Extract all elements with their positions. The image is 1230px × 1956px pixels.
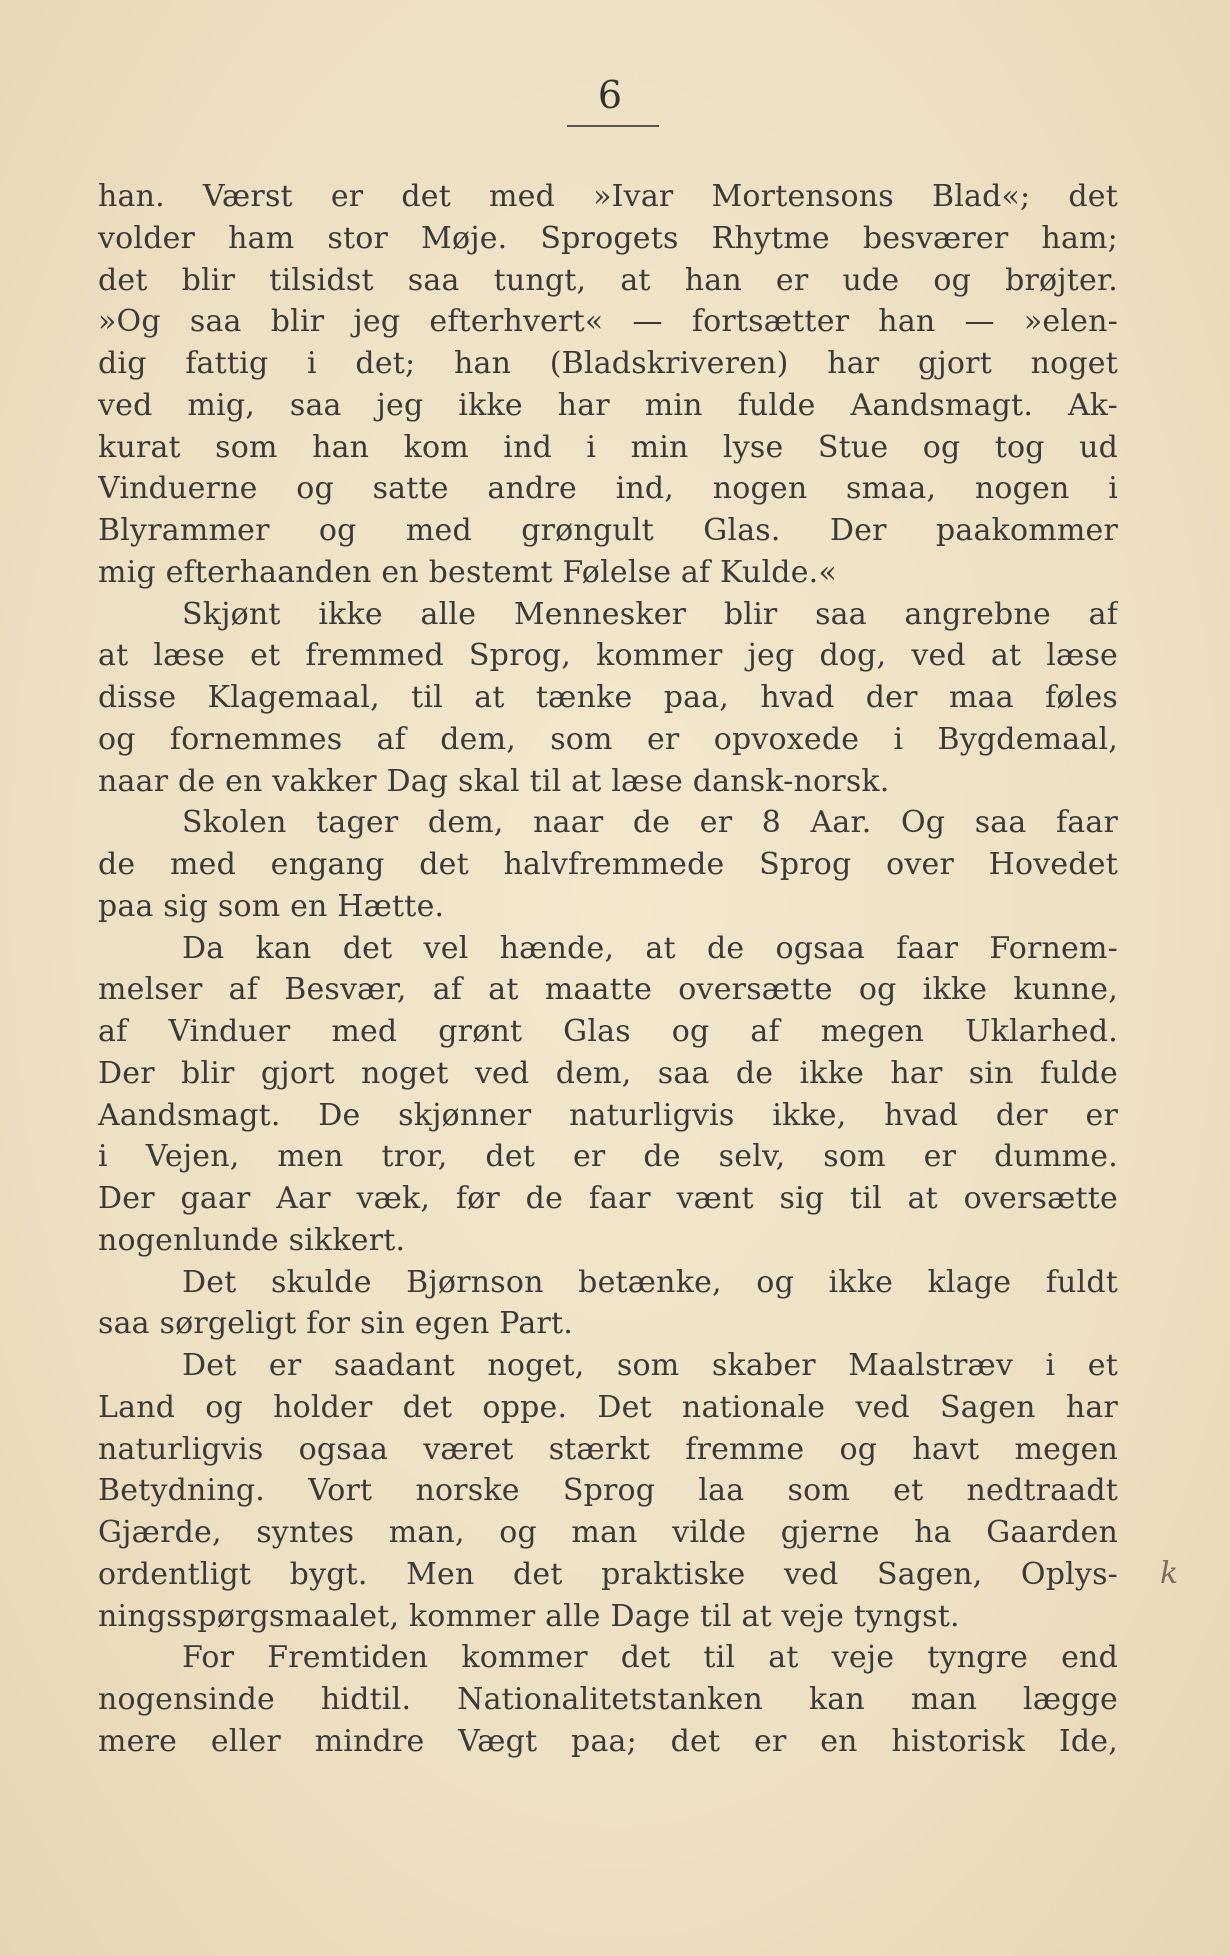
text-line: »Og saa blir jeg efterhvert« — fortsætter han — »elen- <box>98 304 1118 340</box>
text-line: paa sig som en Hætte. <box>98 888 445 924</box>
text-line: Betydning. Vort norske Sprog laa som et nedtraadt <box>98 1473 1118 1509</box>
text-line: saa sørgeligt for sin egen Part. <box>98 1306 573 1342</box>
text-line: volder ham stor Møje. Sprogets Rhytme besværer ham; <box>98 220 1118 256</box>
text-line: Gjærde, syntes man, og man vilde gjerne ha Gaarden <box>98 1515 1118 1550</box>
text-line: Vinduerne og satte andre ind, nogen smaa, nogen i <box>98 471 1118 507</box>
margin-note: k <box>1160 1556 1179 1591</box>
text-line: naturligvis ogsaa været stærkt fremme og havt megen <box>98 1431 1118 1467</box>
text-line: Skolen tager dem, naar de er 8 Aar. Og saa faar <box>182 805 1118 841</box>
text-line: at læse et fremmed Sprog, kommer jeg dog, ved at læse <box>98 638 1118 674</box>
text-line: Det skulde Bjørnson betænke, og ikke klage fuldt <box>182 1264 1118 1300</box>
text-line: det blir tilsidst saa tungt, at han er ude og brøjter. <box>98 262 1118 298</box>
text-line: mere eller mindre Vægt paa; det er en historisk Ide, <box>98 1723 1118 1759</box>
text-line: ordentligt bygt. Men det praktiske ved Sagen, Oplys- <box>98 1556 1118 1592</box>
text-line: Blyrammer og med grøngult Glas. Der paakommer <box>98 513 1118 548</box>
text-line: ved mig, saa jeg ikke har min fulde Aandsmagt. Ak- <box>98 387 1118 423</box>
text-line: mig efterhaanden en bestemt Følelse af Kulde.« <box>98 554 837 590</box>
text-line: han. Værst er det med »Ivar Mortensons Blad«; det <box>98 179 1118 214</box>
text-line: ningsspørgsmaalet, kommer alle Dage til at veje tyngst. <box>98 1598 960 1634</box>
text-line: nogenlunde sikkert. <box>98 1222 406 1258</box>
text-line: For Fremtiden kommer det til at veje tyngre end <box>182 1640 1118 1676</box>
text-line: i Vejen, men tror, det er de selv, som er dumme. <box>98 1139 1118 1175</box>
page-number: 6 <box>597 73 623 117</box>
text-line: disse Klagemaal, til at tænke paa, hvad der maa føles <box>98 680 1118 715</box>
text-line: Det er saadant noget, som skaber Maalstræv i et <box>182 1348 1118 1383</box>
text-line: Skjønt ikke alle Mennesker blir saa angrebne af <box>182 596 1118 632</box>
text-line: kurat som han kom ind i min lyse Stue og tog ud <box>98 429 1118 465</box>
text-line: Aandsmagt. De skjønner naturligvis ikke, hvad der er <box>98 1097 1118 1133</box>
text-line: Der gaar Aar væk, før de faar vænt sig til at oversætte <box>98 1181 1118 1216</box>
page-number-container <box>560 72 660 118</box>
text-line: melser af Besvær, af at maatte oversætte og ikke kunne, <box>98 972 1118 1008</box>
text-line: Da kan det vel hænde, at de ogsaa faar Fornem- <box>182 930 1118 966</box>
text-line: Land og holder det oppe. Det nationale ved Sagen har <box>98 1389 1118 1425</box>
text-line: dig fattig i det; han (Bladskriveren) har gjort noget <box>98 346 1118 381</box>
text-line: de med engang det halvfremmede Sprog over Hovedet <box>98 847 1118 882</box>
text-line: Der blir gjort noget ved dem, saa de ikke har sin fulde <box>98 1055 1118 1091</box>
page-number-rule <box>567 125 659 127</box>
text-line: nogensinde hidtil. Nationalitetstanken kan man lægge <box>98 1682 1118 1717</box>
body-text <box>98 176 1118 1763</box>
text-line: af Vinduer med grønt Glas og af megen Uklarhed. <box>98 1014 1118 1049</box>
text-line: og fornemmes af dem, som er opvoxede i Bygdemaal, <box>98 721 1118 757</box>
text-line: naar de en vakker Dag skal til at læse dansk-norsk. <box>98 763 890 799</box>
